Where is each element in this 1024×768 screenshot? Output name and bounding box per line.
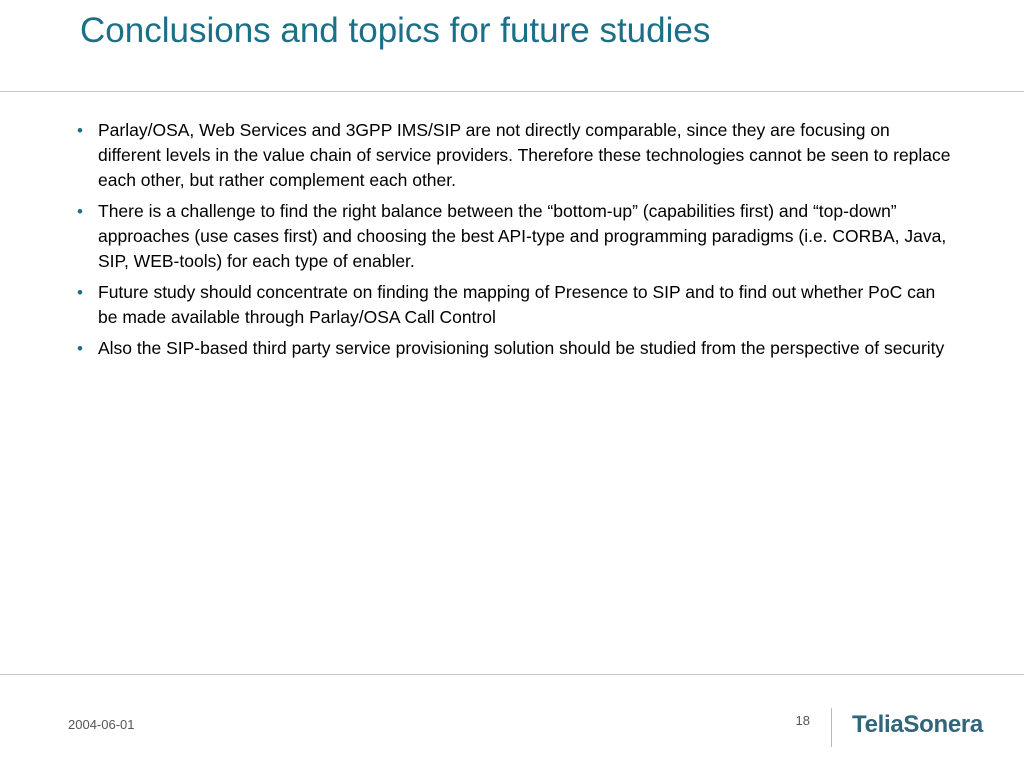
slide-title: Conclusions and topics for future studies — [80, 11, 711, 50]
logo-divider — [831, 708, 832, 747]
page-number: 18 — [795, 713, 810, 728]
bullet-item — [75, 336, 955, 361]
title-divider — [0, 91, 1024, 92]
bullet-text: There is a challenge to find the right balance between the “bottom-up” (capabilities first) and “top-down” approaches (use cases first) and choosing the best API-type and programming paradigms (i.e. CORBA, Java, SIP, WEB-tools) for each type of enabler. — [98, 201, 947, 271]
bullet-item — [75, 280, 955, 330]
bullet-text: Parlay/OSA, Web Services and 3GPP IMS/SIP are not directly comparable, since they are focusing on different levels in the value chain of service providers. Therefore these technologies cannot be seen to replace each other, but rather complement each other. — [98, 120, 951, 190]
footer-date: 2004-06-01 — [68, 717, 135, 732]
bullet-marker: • — [77, 121, 83, 140]
bullet-item — [75, 118, 955, 193]
bullet-marker: • — [77, 339, 83, 358]
bullet-list — [75, 118, 955, 367]
bullet-marker: • — [77, 202, 83, 221]
bullet-marker: • — [77, 283, 83, 302]
footer-divider — [0, 674, 1024, 675]
teliasonera-logo: TeliaSonera — [852, 711, 983, 738]
bullet-item — [75, 199, 955, 274]
bullet-text: Also the SIP-based third party service provisioning solution should be studied from the perspective of security — [98, 338, 945, 358]
bullet-text: Future study should concentrate on finding the mapping of Presence to SIP and to find out whether PoC can be made available through Parlay/OSA Call Control — [98, 282, 936, 327]
